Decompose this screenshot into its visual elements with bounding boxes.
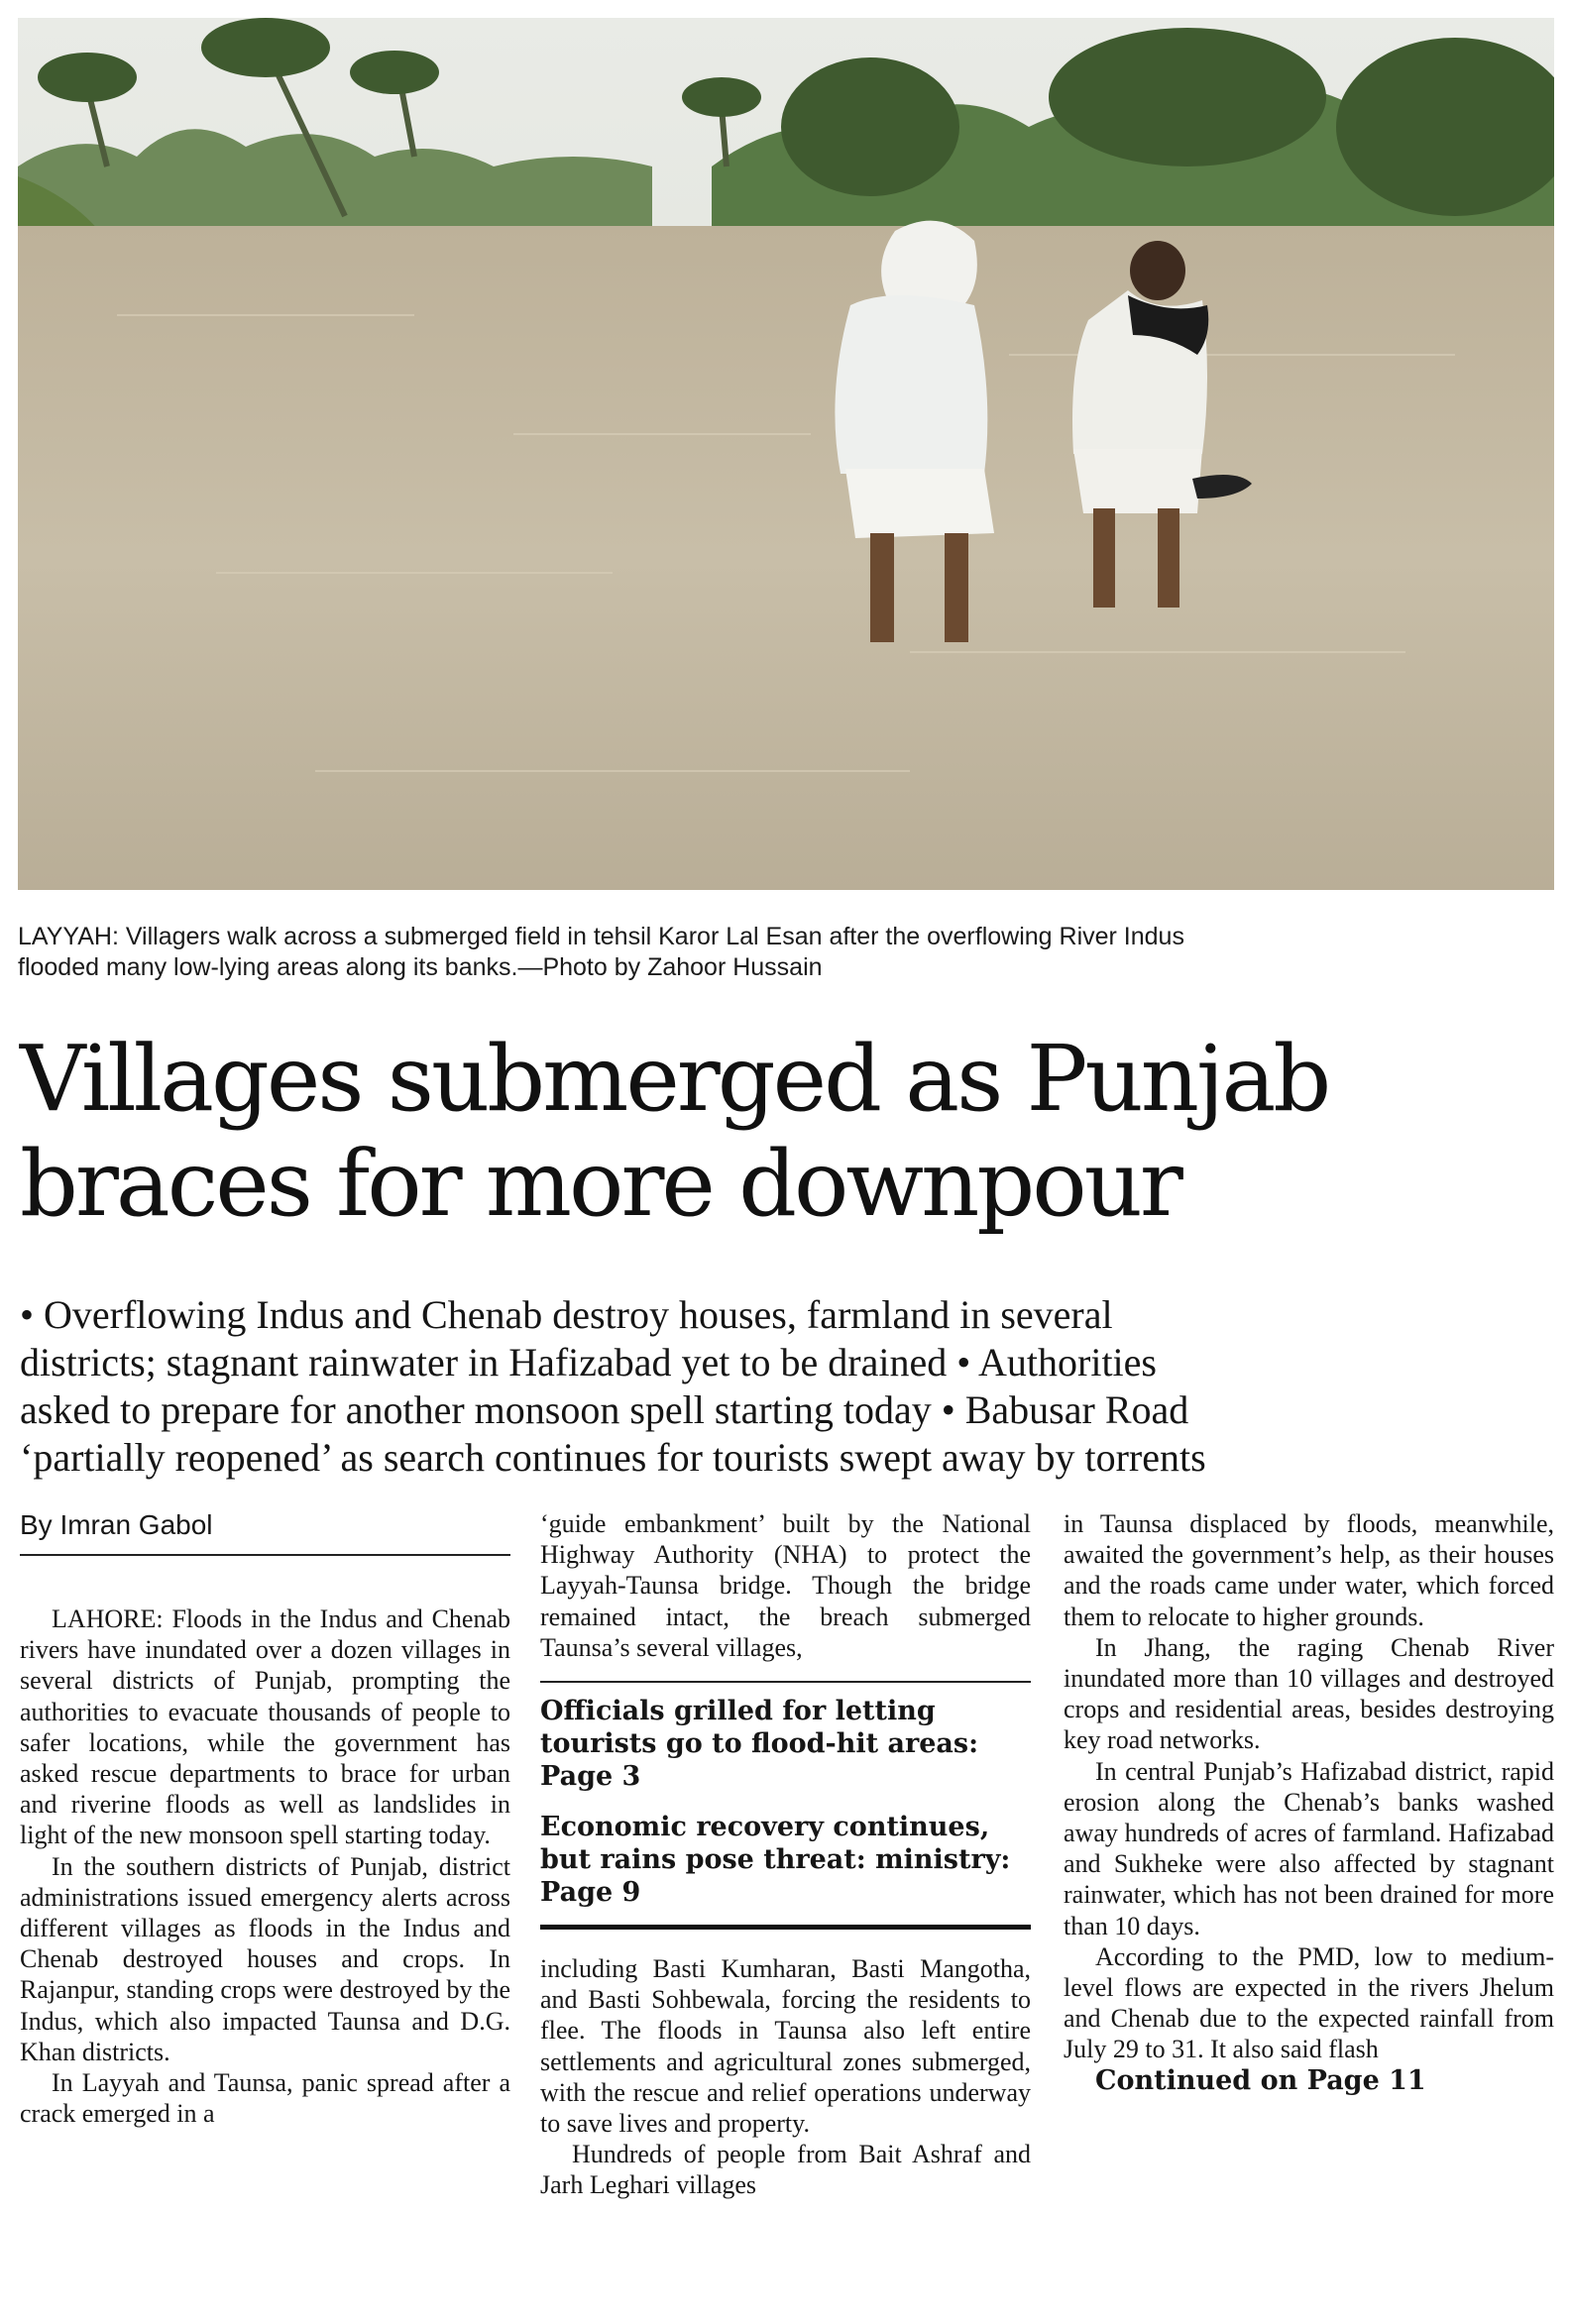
article-paragraph: including Basti Kumharan, Basti Mangotha, and Basti Sohbewala, forcing the residents to flee. The floods in Taunsa also left entire settlements and agricultural zones submerged, with the rescue and relief operations underway to save lives and property. — [540, 1954, 1031, 2139]
deck-line: • Overflowing Indus and Chenab destroy houses, farmland in several — [20, 1292, 1113, 1337]
article-paragraph: In central Punjab’s Hafizabad district, rapid erosion along the Chenab’s banks washed away hundreds of acres of farmland. Hafizabad and Sukheke were also affected by stagnant rainwater, which has not been drained for more than 10 days. — [1064, 1756, 1554, 1940]
related-story-link[interactable]: Officials grilled for letting tourists go to flood-hit areas: Page 3 — [540, 1696, 979, 1793]
subheadline-deck — [20, 1291, 1556, 1482]
article-column-1 — [20, 1508, 510, 2129]
byline-rule — [20, 1554, 510, 1556]
article-column-3 — [1064, 1508, 1554, 2096]
related-stories-box — [540, 1681, 1031, 1930]
article-paragraph: In Jhang, the raging Chenab River inundated more than 10 villages and destroyed crops and residential areas, besides destroying key road networks. — [1064, 1632, 1554, 1755]
flood-photo — [18, 18, 1554, 890]
deck-line: ‘partially reopened’ as search continues for tourists swept away by torrents — [20, 1435, 1206, 1480]
article-paragraph: In the southern districts of Punjab, district administrations issued emergency alerts across different villages as floods in the Indus and Chenab destroyed houses and crops. In Rajanpur, standing crops were destroyed by the Indus, which also impacted Taunsa and D.G. Khan districts. — [20, 1851, 510, 2066]
article-paragraph: Hundreds of people from Bait Ashraf and Jarh Leghari villages — [540, 2140, 1031, 2200]
article-column-2 — [540, 1508, 1031, 2201]
flood-photo-illustration — [18, 18, 1554, 890]
continued-link[interactable]: Continued on Page 11 — [1095, 2064, 1426, 2096]
article-paragraph: ‘guide embankment’ built by the National Highway Authority (NHA) to protect the Layyah-Taunsa bridge. Though the bridge remained intact, the breach submerged Taunsa’s several villages, — [540, 1509, 1031, 1662]
photo-caption — [18, 922, 1554, 983]
article-paragraph: in Taunsa displaced by floods, meanwhile, awaited the government’s help, as their houses and the roads came under water, which forced them to relocate to higher grounds. — [1064, 1509, 1554, 1631]
deck-line: districts; stagnant rainwater in Hafizabad yet to be drained • Authorities — [20, 1340, 1157, 1384]
headline-line: Villages submerged as Punjab — [20, 1026, 1329, 1132]
deck-line: asked to prepare for another monsoon spell starting today • Babusar Road — [20, 1387, 1189, 1432]
caption-line: flooded many low-lying areas along its banks.—Photo by Zahoor Hussain — [18, 953, 823, 981]
headline-line: braces for more downpour — [20, 1131, 1180, 1237]
headline — [20, 1027, 1556, 1237]
byline: By Imran Gabol — [20, 1509, 213, 1540]
article-paragraph: LAHORE: Floods in the Indus and Chenab rivers have inundated over a dozen villages in several districts of Punjab, prompting the authorities to evacuate thousands of people to safer locations, while the government has asked rescue departments to brace for urban and riverine floods as well as landslides in light of the new monsoon spell starting today. — [20, 1605, 510, 1850]
article-paragraph: In Layyah and Taunsa, panic spread after a crack emerged in a — [20, 2068, 510, 2129]
related-story-link[interactable]: Economic recovery continues, but rains pose threat: ministry: Page 9 — [540, 1812, 1011, 1909]
article-paragraph: According to the PMD, low to medium-level flows are expected in the rivers Jhelum and Chenab due to the expected rainfall from July 29 to 31. It also said flash — [1064, 1941, 1554, 2064]
caption-line: LAYYAH: Villagers walk across a submerged field in tehsil Karor Lal Esan after the overflowing River Indus — [18, 923, 1184, 950]
